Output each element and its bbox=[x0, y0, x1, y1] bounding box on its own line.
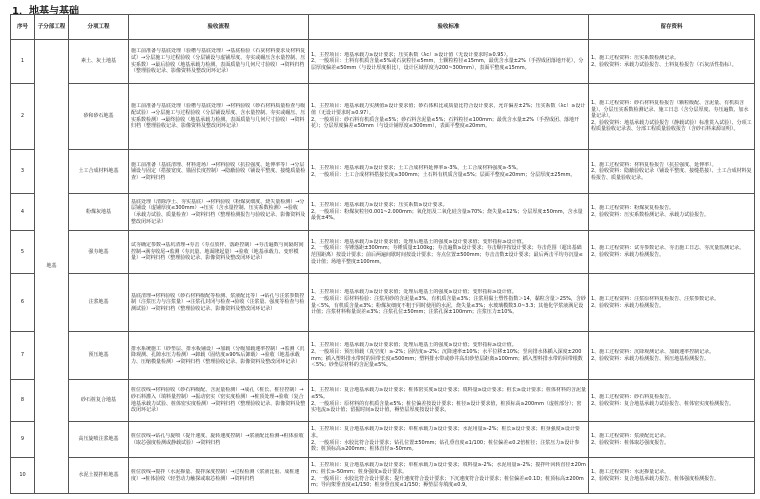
standard-text: 1、主控项目：地基承载力≥设计要求值；处理后地基土的强度≥设计要求值；变形指标≥设计值。 2、一般项目：夯锤落距±300mm；夯锤质量±100kg；夯击遍数≥设计要求；夯击顺序按设计要求；夯击范围（超出基础范围距离）按设计要求；前后两遍间歇时间按设计要求；夯点位置±500mm；夯击击数±设计要求；最后两击平均夯沉量≤设计值；场地平整度±100mm。 bbox=[311, 238, 583, 265]
table-row bbox=[11, 274, 755, 332]
cell-flow bbox=[129, 422, 309, 458]
archive-text: 1、施工过程资料：试夯参数记录、夯击施工日志、夯沉量监测记录。 2、验收资料：承载力检测报告。 bbox=[591, 245, 745, 258]
flow-text: 施工前准备与基底处理（验槽与基底处理）→基底检验（石灰材料要求及材料复试）→分层施工与过程验收（分层铺设与虚铺厚度、夯实或碾压含水量控制、压实系数）→最后验收（地基承载力检测、表面质量与几何尺寸验收）→资料归档（整理验收记录、影像资料及整改闭环记录） bbox=[131, 48, 306, 75]
cell-archive bbox=[589, 422, 755, 458]
standard-text: 1、主控项目：地基承载力≥设计要求；压实系数（λc）≥设计值（无设计要求时≥0.95）。 2、一般项目：土料有机质含量≤5%或石灰粒径≤5mm，土颗粒粒径≤15mm，最优含水量±2%（手捏成团落地开花），分层厚度偏差≤50mm（与设计厚度相比），设计区域厚度为200~300mm），表面平整度≤15mm。 bbox=[311, 51, 584, 71]
archive-text: 1、施工过程资料：沉降观测记录、加载速率控制记录。 2、验收资料：承载力检测报告、预压地基检测报告。 bbox=[591, 348, 715, 362]
cell-flow bbox=[129, 194, 309, 231]
cell-flow bbox=[129, 458, 309, 494]
cell-archive bbox=[589, 231, 755, 274]
cell-seq: 3 bbox=[11, 150, 35, 194]
header-archive: 留存资料 bbox=[589, 15, 755, 40]
cell-flow bbox=[129, 231, 309, 274]
cell-standard bbox=[309, 231, 589, 274]
archive-text: 1、施工过程资料：砂石材料复检报告（颗粒级配、含泥量、有机质含量）、分层压实系数检测记录、施工日志（含分层厚度、夯压遍数、加水量记录）。 2、验收资料：地基承载力试验报告（静载试验）标准贯入试验）、分项工程质量验收记录表、分部工程质量验收报告（含砂石料来源证明）。 bbox=[591, 100, 752, 133]
cell-seq: 2 bbox=[11, 84, 35, 150]
cell-item: 高压旋喷注浆地基 bbox=[69, 422, 129, 458]
cell-standard bbox=[309, 194, 589, 231]
table-row bbox=[11, 380, 755, 422]
archive-text: 1、施工过程资料：材料复检报告（抗拉强度、延伸率）。 2、验收资料：隐蔽验收记录（铺设平整度、接缝搭接）、土工合成材料复检报告、质量验收记录。 bbox=[591, 161, 752, 181]
table-row bbox=[11, 194, 755, 231]
flow-text: 桩位放线→钻孔与旋喷（提升速度、旋转速度控制）→浆液配比检测→桩体验收（取芯强度检测或静载试验）→资料归档 bbox=[131, 432, 304, 446]
cell-standard bbox=[309, 458, 589, 494]
table-row bbox=[11, 150, 755, 194]
cell-item: 强夯地基 bbox=[69, 231, 129, 274]
cell-item: 预压地基 bbox=[69, 332, 129, 380]
flow-text: 基底清理→材料验收（砂石材料级配等检测、浆液配比等）→钻孔与注浆参数控制（注浆压力与注浆量）→注浆孔封闭与检查→验收（注浆量、强度等检查与检测试验）→资料归档（整理验收记录、影像资料及整改闭环记录） bbox=[131, 292, 305, 312]
cell-flow bbox=[129, 150, 309, 194]
cell-item: 砂和砂石地基 bbox=[69, 84, 129, 150]
table-row bbox=[11, 332, 755, 380]
archive-text: 1、施工过程资料：压实系数检测记录。 2、验收资料：承载力试验报告、土料复检报告（石灰活性指标）。 bbox=[591, 54, 737, 68]
flow-text: 施工前准备与基底处理（验槽与基底处理）→材料验收（砂石材料质量检查与级配试验）→分层施工与过程验收（分层铺设厚度、含水量控制、夯实或碾压、压实系数检测）→最终验收（地基承载力检测、表面质量与几何尺寸验收）→资料归档（整理验收记录、影像资料及整改闭环记录） bbox=[131, 103, 306, 130]
cell-standard bbox=[309, 40, 589, 84]
cell-standard bbox=[309, 380, 589, 422]
archive-text: 1、施工过程资料：浆液配比记录。 2、验收资料：桩体取芯强度报告。 bbox=[591, 432, 670, 446]
flow-text: 桩位放线→搅拌（水泥掺量、搅拌深度控制）→过程检测（浆液比重、成桩速度）→桩体验收（轻型动力触探或取芯检测）→资料归档 bbox=[131, 468, 300, 482]
standard-text: 1、主控项目：地基承载力≥设计要求；压实系数≥设计要求。 2、一般项目：粉煤灰粒径0.001~2.000mm；氧化铝及二氧化硅含量≥70%；烧失量≤12%；分层厚度±50mm，含水量最优±4%。 bbox=[311, 202, 583, 222]
flow-text: 排水系统施工（砂垫层、排水板铺设）→加载（分级加载速率控制）→监测（沉降观测、孔隙水压力检测）→卸载（固结度≥90%后卸载）→验收（地基承载力、压缩模量检测）→资料归档（整理验收记录、影像资料及整改闭环记录） bbox=[131, 345, 305, 365]
table-row bbox=[11, 231, 755, 274]
cell-seq: 8 bbox=[11, 380, 35, 422]
header-seq: 序号 bbox=[11, 15, 35, 40]
cell-archive bbox=[589, 458, 755, 494]
cell-seq: 10 bbox=[11, 458, 35, 494]
standard-text: 1、主控项目：地基承载力实测值≥设计要求值；砂石体积比或质量比符合设计要求，允许偏差±2%；压实系数（λc）≥设计值（无设计要求时≥0.97）。 2、一般项目：砂石料有机质含量≤5%；砂石料含泥量≤5%；石料粒径≤100mm；最优含水量±2%（手捏成团、落地开花）；分层厚度偏差≤50mm（与设计铺厚度≤300mm），表面平整度≤20mm。 bbox=[311, 103, 586, 130]
cell-seq: 6 bbox=[11, 274, 35, 332]
standard-text: 1、主控项目：地基承载力≥设计要求值；处理后地基土的强度≥设计值；变形指标≥设计值。 2、一般项目：原材料检验：注浆用砂的含泥量≤3%，有机质含量≤3%；注浆用黏土塑性指数＞14，黏粒含量＞25%，含砂量＜5%，有机质含量≤3%；粉煤灰细度不粗于同时使用的水泥，烧失量≤3%；水玻璃模数3.0~3.3；其他化学浆液满足设计值；注浆材料称量误差≤3%；注浆孔位±50mm；注浆孔深±100mm；注浆压力±10%。 bbox=[311, 289, 586, 316]
header-subpart: 子分部工程 bbox=[35, 15, 69, 40]
subpart-label: 地基 bbox=[46, 263, 57, 270]
cell-item: 砂石桩复合地基 bbox=[69, 380, 129, 422]
acceptance-table bbox=[10, 14, 755, 494]
cell-seq: 5 bbox=[11, 231, 35, 274]
table-header-row bbox=[11, 15, 755, 40]
cell-seq: 1 bbox=[11, 40, 35, 84]
table-row bbox=[11, 458, 755, 494]
cell-item: 注浆地基 bbox=[69, 274, 129, 332]
archive-text: 1、施工过程资料：注浆原材料复检报告、注浆参数记录。 2、验收资料：承载力检测报告。 bbox=[591, 295, 720, 309]
cell-item: 粉煤灰地基 bbox=[69, 194, 129, 231]
archive-text: 1、施工过程资料：粉煤灰复检报告。 2、验收资料：压实系数检测记录、承载力试验报告。 bbox=[591, 205, 710, 218]
cell-archive bbox=[589, 84, 755, 150]
cell-item: 土工合成材料地基 bbox=[69, 150, 129, 194]
standard-text: 1、主控项目：复合地基承载力≥设计要求；单桩承载力≥设计要求；填料量≥-2%；水泥用量≥-2%；搅拌叶回转直径±20mm；桩长≥-50mm；桩身强度≥设计要求。 2、一般项目：水胶比符合设计要求；提升速度符合设计要求；下沉速度符合设计要求；桩位偏差≤0.1D；桩顶标高±200mm；导向架垂直度≤1/150；桩身垂直度≤1/150；褥垫层夯填度≤0.9。 bbox=[311, 462, 586, 489]
cell-subpart bbox=[35, 40, 69, 494]
table-row bbox=[11, 40, 755, 84]
cell-standard bbox=[309, 150, 589, 194]
flow-text: 桩位放线→材料验收（砂石料级配、含泥量检测）→成孔（桩长、桩径控制）→砂石料灌入（填料量控制）→振动密实（密实度检测）→桩顶处理→验收（复合地基承载力试验、桩体密实度检测）→资料归档（整理验收记录、影像资料及整改闭环记录） bbox=[131, 387, 306, 414]
cell-seq: 7 bbox=[11, 332, 35, 380]
standard-text: 1、主控项目：地基承载力≥设计要求；土工合成材料延伸率≥-3%，土工合成材料强度≥-5%。 2、一般项目：土工合成材料搭接长度≥300mm；土石料有机质含量≤5%；层面平整度≤20mm；分层厚度±25mm。 bbox=[311, 164, 576, 178]
standard-text: 1、主控项目：复合地基承载力≥设计要求；桩体密实度≥设计要求；填料量≥设计要求；桩长≥设计要求；桩体材料的含泥量≤5%。 2、一般项目：原材料的有机质含量≤5%；桩位偏差按设计要求；桩径≥设计要求值，桩顶标高≥200mm（虚桩部分）；密实电流≥设计值；留振时间≥设计值，褥垫层厚度按设计要求。 bbox=[311, 387, 586, 414]
flow-text: 基底处理（清除浮土、夯实基底）→材料验收（粉煤灰细度、烧失量检测）→分层铺设（虚铺厚度≤300mm）→压实（含水量控制、压实系数检测）→验收（承载力试验、质量检查）→资料归档（整理检测报告与验收记录、影像资料及整改闭环记录） bbox=[131, 198, 306, 225]
archive-text: 1、施工过程资料：砂石料复检报告。 2、验收资料：复合地基承载力试验报告、桩体密实度检测报告。 bbox=[591, 393, 735, 407]
section-title: 1．地基与基础 bbox=[12, 6, 79, 17]
archive-text: 1、施工过程资料：水泥掺量记录。 2、验收资料：复合地基承载力报告、桩体强度检测报告。 bbox=[591, 468, 720, 482]
cell-flow bbox=[129, 40, 309, 84]
cell-standard bbox=[309, 274, 589, 332]
table-row bbox=[11, 422, 755, 458]
cell-item: 素土、灰土地基 bbox=[69, 40, 129, 84]
flow-text: 试夯确定参数→基坑清理→夯击（夯点放样、落距控制）→夯击遍数与间隔时间控制→满夯收尾→监测（夯沉量、地面隆起量）→验收（地基承载力、变形模量）→资料归档（整理验收记录、影像资料及整改闭环记录） bbox=[131, 242, 304, 262]
cell-standard bbox=[309, 84, 589, 150]
standard-text: 1、主控项目：复合地基承载力≥设计要求；单桩承载力≥设计要求；水泥用量≥-2%；桩长≥设计要求；桩身强度≥设计要求。 2、一般项目：水胶比符合设计要求；钻孔位置±50mm；钻孔垂直度≤1/100；桩位偏差≤0.2倍桩径；注浆压力≥设计参数；桩顶标高≥200mm；桩体直径≥-50mm。 bbox=[311, 426, 580, 453]
cell-archive bbox=[589, 194, 755, 231]
cell-flow bbox=[129, 274, 309, 332]
header-standard: 验收标准 bbox=[309, 15, 589, 40]
cell-item: 水泥土搅拌桩地基 bbox=[69, 458, 129, 494]
standard-text: 1、主控项目：地基承载力≥设计要求值；处理后地基土的强度≥设计值；变形指标≥设计值。 2、一般项目：预压荷载（真空度）≥-2%；固结度≥-2%；沉降速率±10%；水平位移±10%；竖向排水体插入深度±200mm；插入塑料排水带时的回带长度≤500mm；塑料排水带或砂井高出砂垫层距离≥100mm；插入塑料排水带的回带根数＜5%；砂垫层材料的含泥量≤5%。 bbox=[311, 342, 583, 369]
cell-flow bbox=[129, 380, 309, 422]
cell-archive bbox=[589, 150, 755, 194]
table-row bbox=[11, 84, 755, 150]
cell-flow bbox=[129, 332, 309, 380]
cell-archive bbox=[589, 380, 755, 422]
header-flow: 验收流程 bbox=[129, 15, 309, 40]
cell-archive bbox=[589, 40, 755, 84]
cell-standard bbox=[309, 332, 589, 380]
cell-seq: 4 bbox=[11, 194, 35, 231]
flow-text: 施工前准备（基底清理、材料进场）→材料验收（抗拉强度、延伸率等）→分层铺设与固定（搭接宽度、锚固长度控制）→隐蔽验收（铺设平整度、接缝质量检查）→资料归档 bbox=[131, 161, 306, 181]
header-item: 分项工程 bbox=[69, 15, 129, 40]
cell-archive bbox=[589, 274, 755, 332]
cell-flow bbox=[129, 84, 309, 150]
cell-archive bbox=[589, 332, 755, 380]
cell-standard bbox=[309, 422, 589, 458]
cell-seq: 9 bbox=[11, 422, 35, 458]
